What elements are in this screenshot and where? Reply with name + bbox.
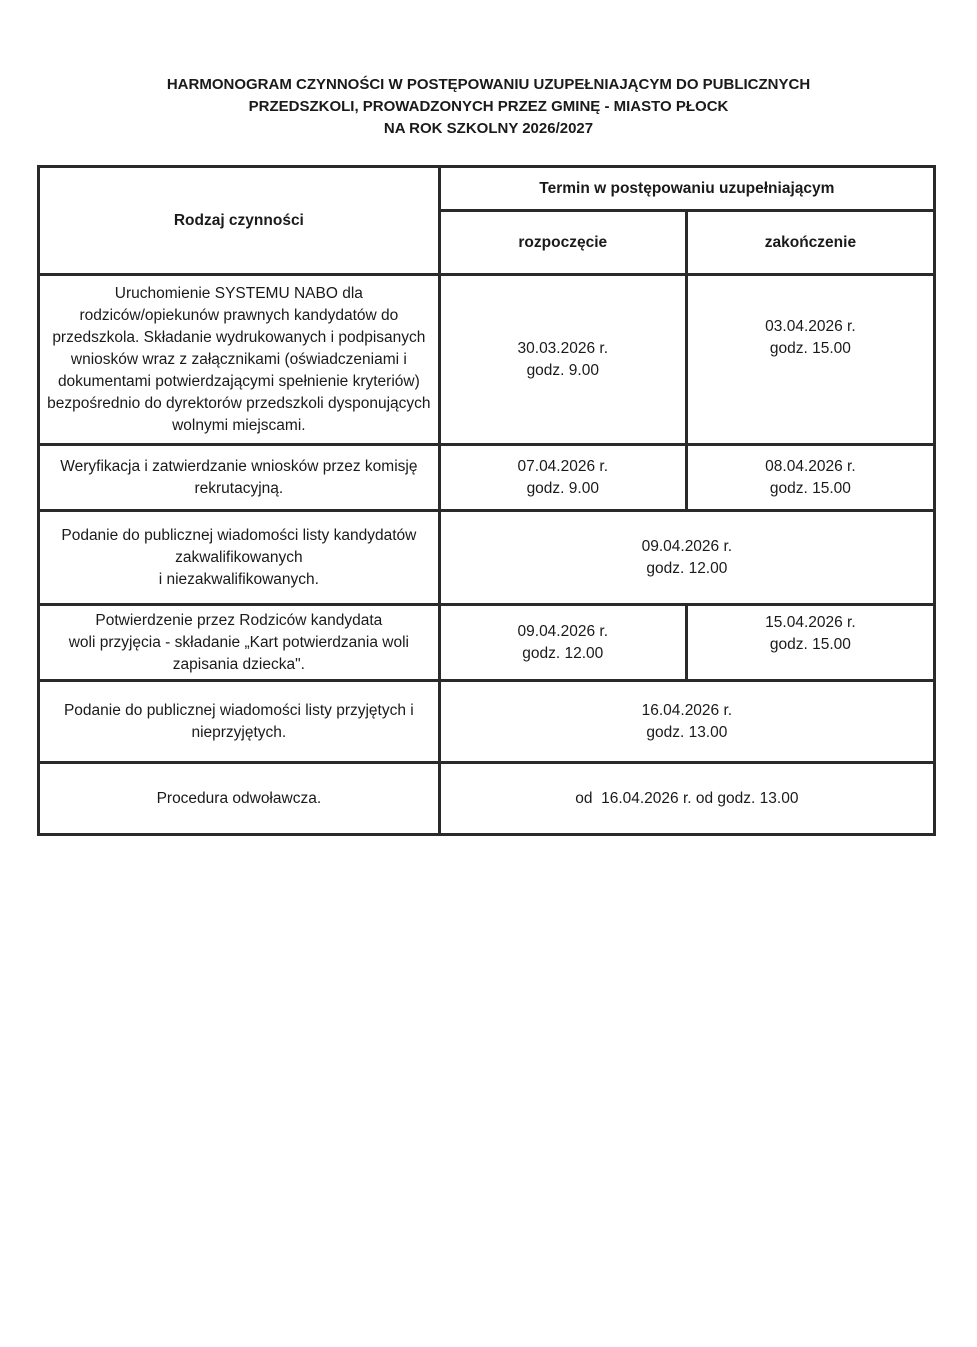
end-time: godz. 15.00 (769, 636, 851, 653)
start-cell (439, 445, 686, 511)
title-line-2: PRZEDSZKOLI, PROWADZONYCH PRZEZ GMINĘ - MIASTO PŁOCK (248, 98, 729, 115)
end-cell (686, 275, 934, 445)
table-row (39, 275, 935, 445)
end-date: 03.04.2026 r. (765, 318, 856, 335)
activity-cell (39, 605, 440, 681)
period-cell: od 16.04.2026 r. od godz. 13.00 (439, 763, 934, 835)
header-start: rozpoczęcie (439, 211, 686, 275)
activity-cell: Weryfikacja i zatwierdzanie wniosków przez komisję rekrutacyjną. (39, 445, 440, 511)
activity-cell: Uruchomienie SYSTEMU NABO dla rodziców/opiekunów prawnych kandydatów do przedszkola. Składanie wydrukowanych i podpisanych wniosków wraz z załącznikami (oświadczeniami i dokumentami potwierdzającymi spełnienie kryteriów) bezpośrednio do dyrektorów przedszkoli dysponujących wolnymi miejscami. (39, 275, 440, 445)
document-title (0, 74, 977, 140)
header-end: zakończenie (686, 211, 934, 275)
end-cell (686, 445, 934, 511)
time: godz. 12.00 (646, 559, 728, 577)
date-cell (439, 511, 934, 605)
activity-line: zakwalifikowanych (175, 548, 303, 566)
start-time: godz. 9.00 (526, 479, 599, 497)
activity-line: Podanie do publicznej wiadomości listy kandydatów (61, 526, 417, 544)
title-line-1: HARMONOGRAM CZYNNOŚCI W POSTĘPOWANIU UZUPEŁNIAJĄCYM DO PUBLICZNYCH (166, 76, 811, 93)
table-row (39, 445, 935, 511)
table-row (39, 681, 935, 763)
activity-line: Potwierdzenie przez Rodziców kandydata (95, 611, 383, 629)
title-line-3: NA ROK SZKOLNY 2026/2027 (383, 120, 594, 137)
activity-line: i niezakwalifikowanych. (158, 570, 319, 588)
activity-cell (39, 511, 440, 605)
end-time: godz. 15.00 (769, 479, 851, 497)
end-cell (686, 605, 934, 681)
start-date: 09.04.2026 r. (517, 622, 609, 640)
start-cell (439, 605, 686, 681)
end-date: 08.04.2026 r. (765, 457, 856, 475)
activity-line: woli przyjęcia - składanie „Kart potwierdzania woli zapisania dziecka". (68, 633, 409, 673)
activity-cell: Podanie do publicznej wiadomości listy przyjętych i nieprzyjętych. (39, 681, 440, 763)
date-cell (439, 681, 934, 763)
table-row (39, 763, 935, 835)
header-row (39, 167, 935, 211)
end-time: godz. 15.00 (769, 340, 851, 357)
end-date: 15.04.2026 r. (765, 614, 856, 631)
header-term-group: Termin w postępowaniu uzupełniającym (439, 167, 934, 211)
start-time: godz. 9.00 (526, 361, 599, 379)
activity-cell: Procedura odwoławcza. (39, 763, 440, 835)
start-date: 07.04.2026 r. (517, 457, 609, 475)
start-time: godz. 12.00 (522, 644, 604, 662)
start-date: 30.03.2026 r. (517, 339, 609, 357)
table-row (39, 511, 935, 605)
time: godz. 13.00 (646, 723, 728, 741)
start-cell (439, 275, 686, 445)
schedule-table (37, 165, 936, 836)
header-activity: Rodzaj czynności (39, 167, 440, 275)
date: 09.04.2026 r. (641, 537, 733, 555)
date: 16.04.2026 r. (641, 701, 733, 719)
table-row (39, 605, 935, 681)
